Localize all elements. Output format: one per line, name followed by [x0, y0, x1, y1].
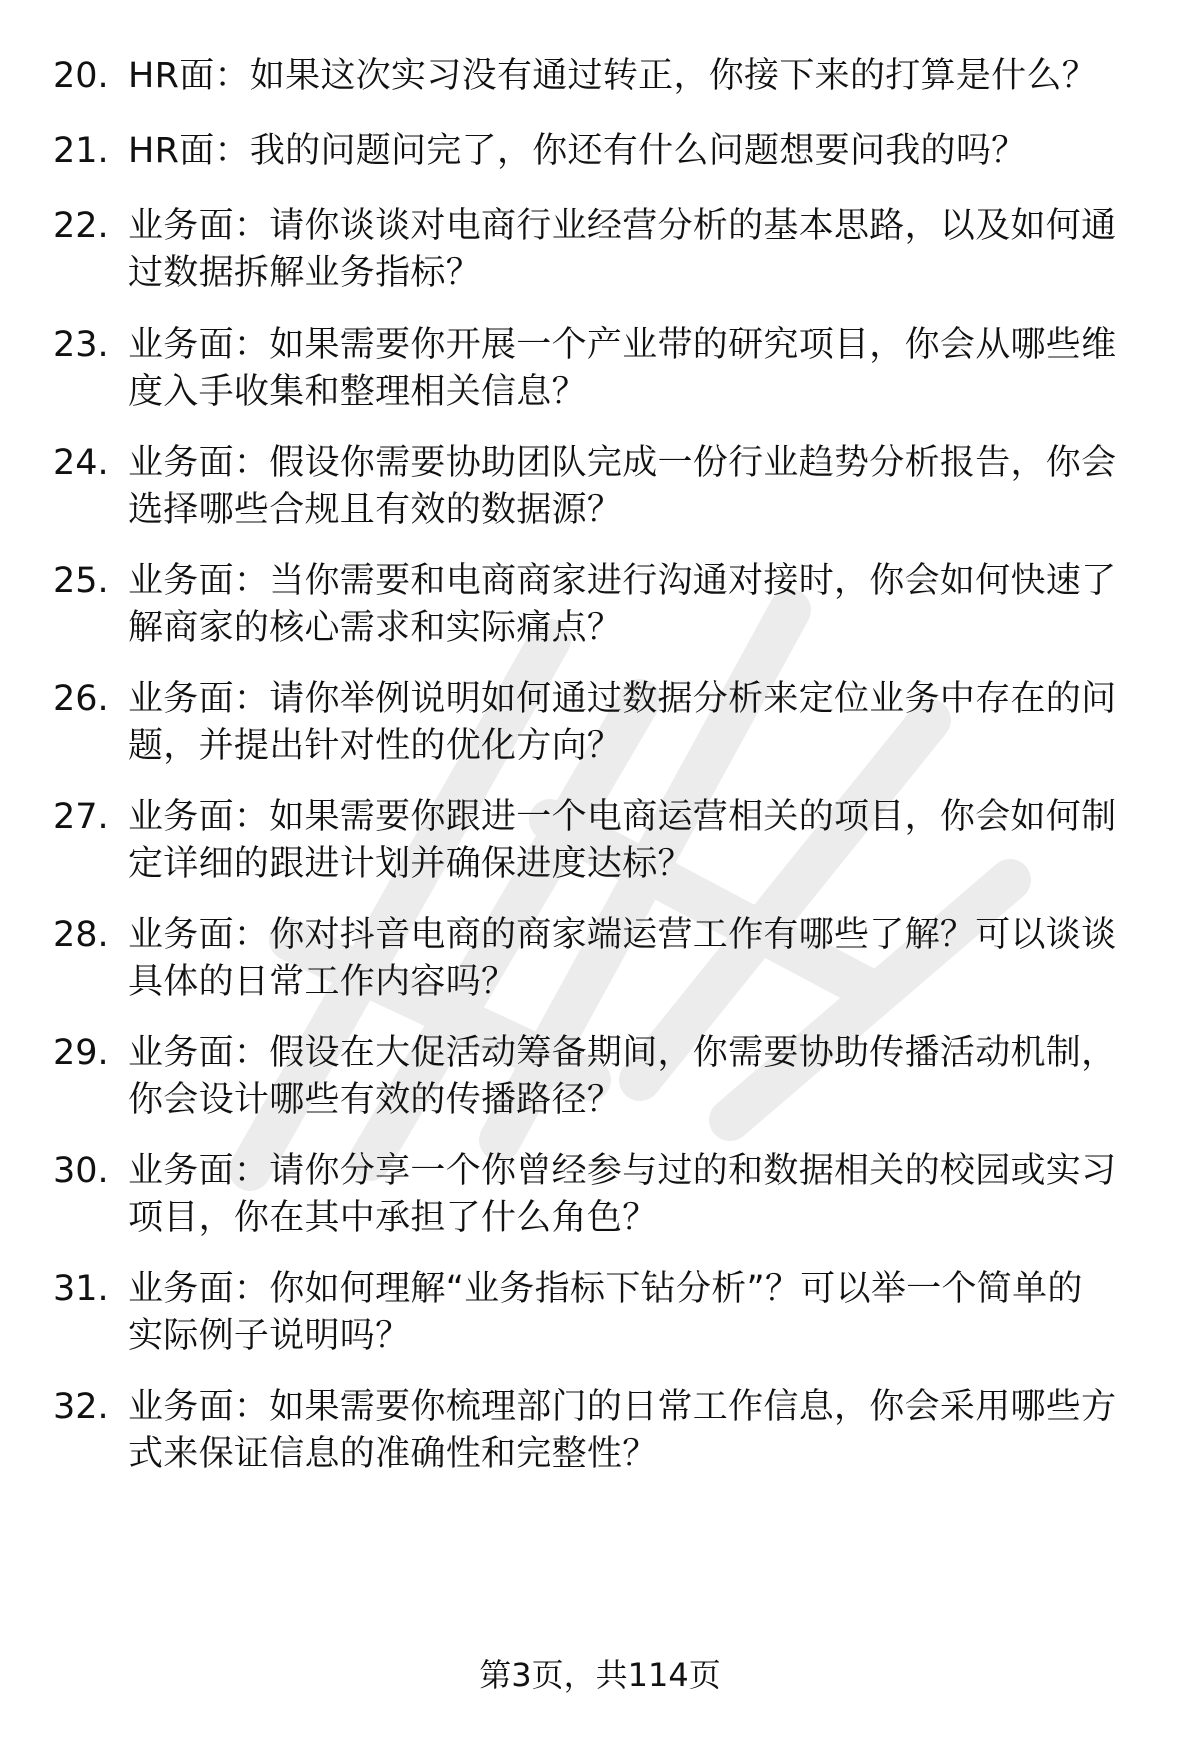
question-item: [53, 203, 1143, 297]
question-line: 定详细的跟进计划并确保进度达标？: [128, 844, 693, 884]
question-line: 业务面：如果需要你开展一个产业带的研究项目，你会从哪些维: [128, 325, 1117, 365]
question-line: 你会设计哪些有效的传播路径？: [128, 1080, 623, 1120]
question-number: 31.: [53, 1269, 109, 1309]
question-number: 22.: [53, 206, 109, 246]
question-item: [53, 676, 1143, 770]
question-item: [53, 322, 1143, 416]
question-text: [128, 1384, 1143, 1478]
question-number: 30.: [53, 1151, 109, 1191]
question-line: 式来保证信息的准确性和完整性？: [128, 1434, 658, 1474]
question-line: 项目，你在其中承担了什么角色？: [128, 1198, 658, 1238]
question-item: [53, 1384, 1143, 1478]
question-item: [53, 128, 1143, 175]
question-number: 20.: [53, 56, 109, 96]
question-number: 32.: [53, 1387, 109, 1427]
question-item: [53, 912, 1143, 1006]
question-item: [53, 53, 1143, 100]
question-item: [53, 1030, 1143, 1124]
question-item: [53, 1266, 1143, 1360]
question-text: [128, 53, 1143, 100]
question-line: 业务面：请你举例说明如何通过数据分析来定位业务中存在的问: [128, 679, 1117, 719]
question-line: 业务面：当你需要和电商商家进行沟通对接时，你会如何快速了: [128, 561, 1117, 601]
question-item: [53, 440, 1143, 534]
question-item: [53, 1148, 1143, 1242]
question-line: 业务面：如果需要你跟进一个电商运营相关的项目，你会如何制: [128, 797, 1117, 837]
question-line: HR面：如果这次实习没有通过转正，你接下来的打算是什么？: [128, 56, 1098, 96]
question-text: [128, 1148, 1143, 1242]
question-line: 业务面：假设你需要协助团队完成一份行业趋势分析报告，你会: [128, 443, 1117, 483]
page-number-footer: 第3页，共114页: [479, 1656, 721, 1694]
question-line: 具体的日常工作内容吗？: [128, 962, 517, 1002]
question-text: [128, 558, 1143, 652]
question-text: [128, 676, 1143, 770]
question-text: [128, 203, 1143, 297]
question-line: 业务面：请你分享一个你曾经参与过的和数据相关的校园或实习: [128, 1151, 1117, 1191]
question-line: 业务面：你如何理解“业务指标下钻分析”？可以举一个简单的: [128, 1269, 1083, 1309]
question-number: 23.: [53, 325, 109, 365]
question-line: 业务面：如果需要你梳理部门的日常工作信息，你会采用哪些方: [128, 1387, 1117, 1427]
question-line: 题，并提出针对性的优化方向？: [128, 726, 623, 766]
question-line: 业务面：你对抖音电商的商家端运营工作有哪些了解？可以谈谈: [128, 915, 1117, 955]
question-number: 21.: [53, 131, 109, 171]
question-line: 实际例子说明吗？: [128, 1316, 411, 1356]
question-item: [53, 558, 1143, 652]
question-line: 业务面：请你谈谈对电商行业经营分析的基本思路，以及如何通: [128, 206, 1117, 246]
question-line: 度入手收集和整理相关信息？: [128, 372, 587, 412]
question-number: 24.: [53, 443, 109, 483]
question-number: 28.: [53, 915, 109, 955]
question-number: 26.: [53, 679, 109, 719]
question-line: 解商家的核心需求和实际痛点？: [128, 608, 623, 648]
question-number: 25.: [53, 561, 109, 601]
question-text: [128, 440, 1143, 534]
question-line: 业务面：假设在大促活动筹备期间，你需要协助传播活动机制，: [128, 1033, 1117, 1073]
question-text: [128, 128, 1143, 175]
question-text: [128, 912, 1143, 1006]
question-line: 选择哪些合规且有效的数据源？: [128, 490, 623, 530]
question-line: HR面：我的问题问完了，你还有什么问题想要问我的吗？: [128, 131, 1027, 171]
question-number: 27.: [53, 797, 109, 837]
question-line: 过数据拆解业务指标？: [128, 253, 482, 293]
question-text: [128, 1030, 1143, 1124]
question-text: [128, 794, 1143, 888]
question-number: 29.: [53, 1033, 109, 1073]
question-item: [53, 794, 1143, 888]
question-text: [128, 1266, 1143, 1360]
question-text: [128, 322, 1143, 416]
